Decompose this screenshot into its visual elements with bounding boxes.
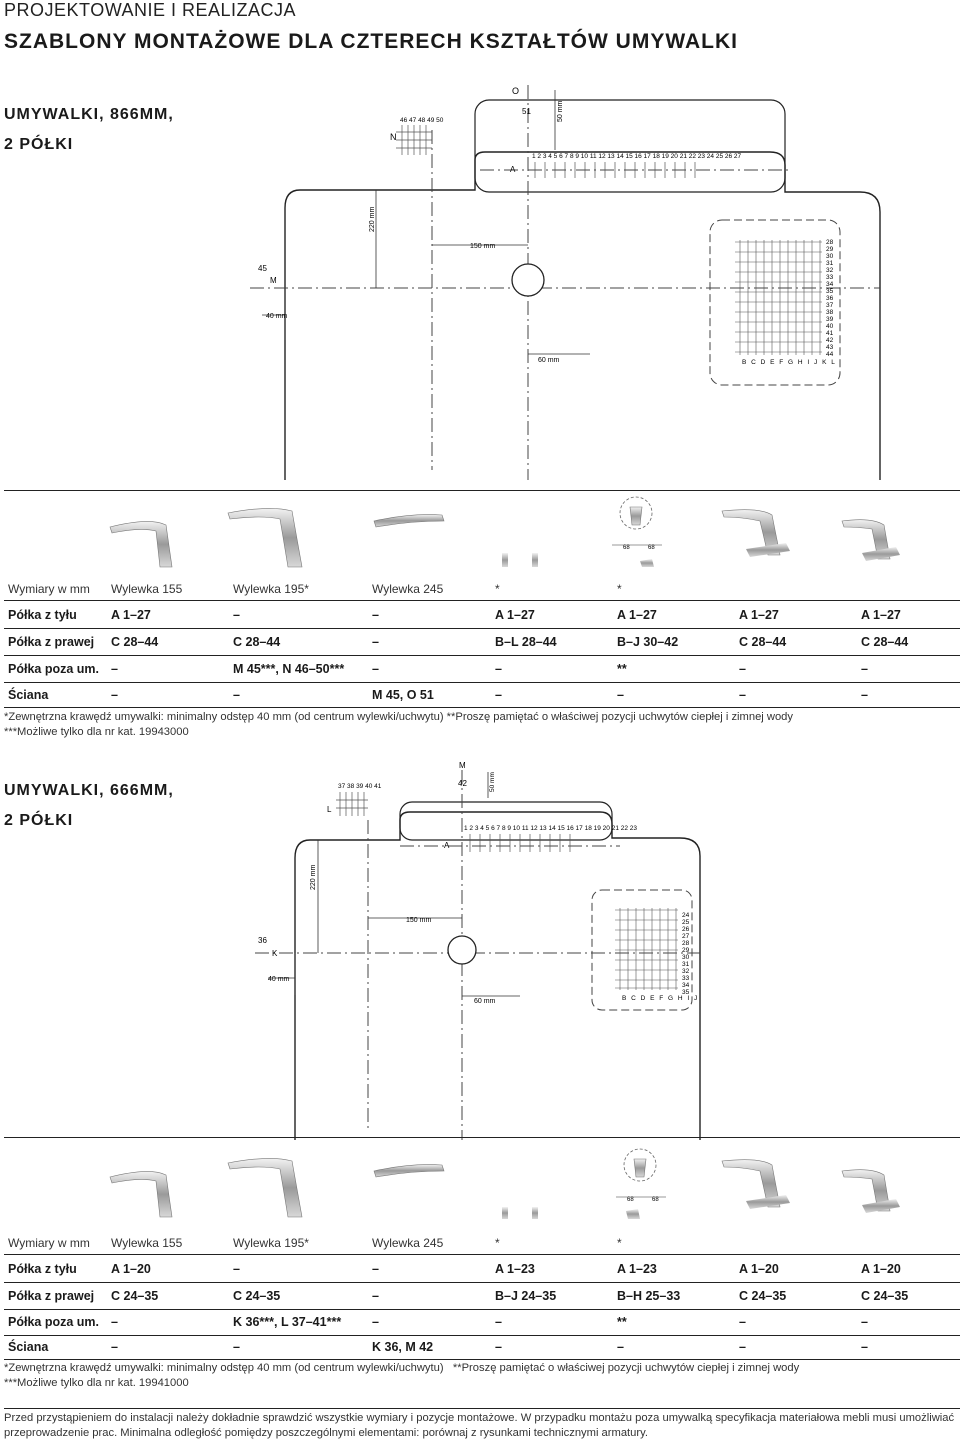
header-wylewka-195: Wylewka 195* xyxy=(233,582,309,596)
svg-text:29: 29 xyxy=(826,246,834,253)
cell: – xyxy=(861,1340,868,1354)
section1-template-drawing xyxy=(0,80,960,490)
cell: – xyxy=(233,688,240,702)
cell: – xyxy=(739,662,746,676)
cell: – xyxy=(861,688,868,702)
label-a: A xyxy=(510,165,516,174)
dim-68-right: 68 xyxy=(648,545,655,551)
basin-outline-top xyxy=(475,152,880,480)
svg-text:41: 41 xyxy=(826,330,834,337)
cell: C 28–44 xyxy=(111,635,159,649)
label-l: L xyxy=(327,805,332,814)
section2-title-line2: 2 PÓŁKI xyxy=(4,812,74,829)
svg-text:33: 33 xyxy=(826,274,834,281)
basin-outline-top xyxy=(400,812,700,1140)
row-label-wall: Ściana xyxy=(8,688,49,702)
right-shelf-grid xyxy=(615,908,678,990)
cell: – xyxy=(372,1262,379,1276)
cell: A 1–20 xyxy=(111,1262,151,1276)
cell: C 24–35 xyxy=(111,1289,159,1303)
faucet-245-icon xyxy=(374,515,444,527)
row-divider xyxy=(4,600,960,601)
cell: C 28–44 xyxy=(233,635,281,649)
row-divider xyxy=(4,1335,960,1336)
svg-text:32: 32 xyxy=(826,267,834,274)
row-divider xyxy=(4,1282,960,1283)
label-60mm: 60 mm xyxy=(474,998,496,1005)
cell: A 1–23 xyxy=(495,1262,535,1276)
svg-text:40: 40 xyxy=(826,323,834,330)
back-shelf-outline xyxy=(400,802,612,840)
cell: – xyxy=(739,1315,746,1329)
right-shelf-grid xyxy=(735,240,822,355)
svg-text:34: 34 xyxy=(826,281,834,288)
cell: C 24–35 xyxy=(861,1289,909,1303)
cell: – xyxy=(861,662,868,676)
svg-text:37: 37 xyxy=(826,302,834,309)
header-star-1: * xyxy=(495,1236,500,1250)
section1-title-line2: 2 PÓŁKI xyxy=(4,136,74,153)
header-wylewka-155: Wylewka 155 xyxy=(111,1236,183,1250)
cell: – xyxy=(617,688,624,702)
cell: – xyxy=(372,1315,379,1329)
cell: – xyxy=(372,635,379,649)
a-numbers: 1 2 3 4 5 6 7 8 9 10 11 12 13 14 15 16 17 18 19 20 21 22 23 xyxy=(464,825,638,832)
label-50mm: 50 mm xyxy=(489,772,496,792)
drain-circle xyxy=(512,264,544,296)
header-wylewka-245: Wylewka 245 xyxy=(372,1236,444,1250)
cell: ** xyxy=(617,1315,627,1329)
svg-text:33: 33 xyxy=(682,975,690,982)
section1-footnote-1: *Zewnętrzna krawędź umywalki: minimalny odstęp 40 mm (od centrum wylewki/uchwytu) **Proszę pamiętać o właściwej pozycji uchwytów ciepłej i zimnej wody xyxy=(4,711,794,723)
cell: C 24–35 xyxy=(739,1289,787,1303)
label-m: M xyxy=(270,276,277,285)
label-a: A xyxy=(444,841,450,850)
svg-text:36: 36 xyxy=(826,295,834,302)
cell: – xyxy=(617,1340,624,1354)
cell: – xyxy=(861,1315,868,1329)
row-label-back-shelf: Półka z tyłu xyxy=(8,1262,77,1276)
n-grid-ticks xyxy=(396,125,432,155)
row-divider xyxy=(4,628,960,629)
section1-title-line1: UMYWALKI, 866MM, xyxy=(4,106,174,123)
row-divider xyxy=(4,707,960,708)
tap-right-icon xyxy=(532,1207,538,1219)
section2-divider xyxy=(4,1137,960,1138)
cell: – xyxy=(739,1340,746,1354)
header-star-2: * xyxy=(617,582,622,596)
label-45: 45 xyxy=(258,264,267,273)
cell: A 1–23 xyxy=(617,1262,657,1276)
row-divider xyxy=(4,655,960,656)
label-220mm: 220 mm xyxy=(310,864,317,890)
dimension-lines xyxy=(268,772,520,996)
label-60mm: 60 mm xyxy=(538,357,560,364)
cell: A 1–20 xyxy=(739,1262,779,1276)
grid-row-numbers xyxy=(826,239,834,358)
cell: – xyxy=(372,662,379,676)
cell: A 1–27 xyxy=(617,608,657,622)
header-dimensions: Wymiary w mm xyxy=(8,1236,90,1250)
svg-text:34: 34 xyxy=(682,982,690,989)
faucet-155-icon xyxy=(110,521,172,567)
header-wylewka-155: Wylewka 155 xyxy=(111,582,183,596)
cell: – xyxy=(111,662,118,676)
row-divider xyxy=(4,1359,960,1360)
label-51: 51 xyxy=(522,107,531,116)
row-label-right-shelf: Półka z prawej xyxy=(8,1289,95,1303)
section1-footnote-2: ***Możliwe tylko dla nr kat. 19943000 xyxy=(4,726,189,738)
cell: A 1–27 xyxy=(861,608,901,622)
svg-text:25: 25 xyxy=(682,919,690,926)
label-50mm: 50 mm xyxy=(557,100,564,122)
dim-68-left: 68 xyxy=(627,1197,634,1203)
header-wylewka-245: Wylewka 245 xyxy=(372,582,444,596)
grid-row-numbers xyxy=(682,912,690,996)
section2-footnote-1: *Zewnętrzna krawędź umywalki: minimalny odstęp 40 mm (od centrum wylewki/uchwytu) **Proszę pamiętać o właściwej pozycji uchwytów ciepłej i zimnej wody xyxy=(4,1362,800,1374)
svg-text:27: 27 xyxy=(682,933,690,940)
tap-left-icon xyxy=(502,1207,508,1219)
label-150mm: 150 mm xyxy=(470,243,496,250)
svg-text:30: 30 xyxy=(682,954,690,961)
row-divider xyxy=(4,682,960,683)
cell: – xyxy=(495,1315,502,1329)
page-title: SZABLONY MONTAŻOWE DLA CZTERECH KSZTAŁTÓW UMYWALKI xyxy=(4,30,738,53)
cell: B–H 25–33 xyxy=(617,1289,681,1303)
faucet-245-icon xyxy=(374,1165,444,1177)
row-divider xyxy=(4,1309,960,1310)
cell: C 28–44 xyxy=(861,635,909,649)
label-n: N xyxy=(390,132,397,142)
cell: – xyxy=(233,608,240,622)
cell: – xyxy=(495,1340,502,1354)
grid-column-letters: B C D E F G H I J K L xyxy=(742,359,837,366)
cell: K 36***, L 37–41*** xyxy=(233,1315,342,1329)
header-star-1: * xyxy=(495,582,500,596)
footer-disclaimer: Przed przystąpieniem do instalacji należy dokładnie sprawdzić wszystkie wymiary i pozycje montażowe. W przypadku montażu poza umywalką specyfikacja materiałowa mebli musi umożliwiać przeprowadzenie prac. Minimalna odległość pomiędzy poszczególnymi elementami: porównaj z rysunkami technicznymi armatury. xyxy=(4,1412,955,1439)
faucet-195-icon xyxy=(228,508,302,567)
svg-text:43: 43 xyxy=(826,344,834,351)
header-wylewka-195: Wylewka 195* xyxy=(233,1236,309,1250)
wall-mixer-handle-icon xyxy=(630,507,642,525)
svg-text:44: 44 xyxy=(826,351,834,358)
label-m: M xyxy=(459,761,466,770)
cell: A 1–20 xyxy=(861,1262,901,1276)
label-o: O xyxy=(512,86,520,96)
cell: K 36, M 42 xyxy=(372,1340,434,1354)
dim-68-right: 68 xyxy=(652,1197,659,1203)
tap-left-icon xyxy=(502,553,508,567)
svg-text:28: 28 xyxy=(682,940,690,947)
a-row-ticks xyxy=(470,834,570,852)
row-label-outside-shelf: Półka poza um. xyxy=(8,1315,99,1329)
tap-right-icon xyxy=(532,553,538,567)
cell: M 45, O 51 xyxy=(372,688,434,702)
label-40mm: 40 mm xyxy=(266,313,288,320)
label-220mm: 220 mm xyxy=(369,206,376,232)
svg-text:31: 31 xyxy=(826,260,834,267)
svg-text:26: 26 xyxy=(682,926,690,933)
section2-faucet-pictograms xyxy=(0,1145,960,1225)
footer-divider xyxy=(4,1408,960,1409)
grid-column-letters: B C D E F G H I J xyxy=(622,995,699,1002)
svg-text:31: 31 xyxy=(682,961,690,968)
faucet-155-icon xyxy=(110,1171,172,1217)
drain-circle xyxy=(448,936,476,964)
row-label-wall: Ściana xyxy=(8,1340,49,1354)
svg-text:38: 38 xyxy=(826,309,834,316)
label-150mm: 150 mm xyxy=(406,917,432,924)
svg-text:42: 42 xyxy=(826,337,834,344)
label-36: 36 xyxy=(258,936,267,945)
header-dimensions: Wymiary w mm xyxy=(8,582,90,596)
cell: – xyxy=(495,662,502,676)
svg-text:24: 24 xyxy=(682,912,690,919)
row-label-outside-shelf: Półka poza um. xyxy=(8,662,99,676)
cell: – xyxy=(111,688,118,702)
section2-template-drawing xyxy=(0,760,960,1140)
svg-text:30: 30 xyxy=(826,253,834,260)
cell: ** xyxy=(617,662,627,676)
cell: C 24–35 xyxy=(233,1289,281,1303)
l-numbers: 37 38 39 40 41 xyxy=(338,783,382,790)
cell: C 28–44 xyxy=(739,635,787,649)
section1-divider xyxy=(4,490,960,491)
wall-spout-icon xyxy=(640,559,654,567)
cell: B–L 28–44 xyxy=(495,635,557,649)
cell: – xyxy=(111,1315,118,1329)
l-grid-ticks xyxy=(336,792,368,816)
svg-text:28: 28 xyxy=(826,239,834,246)
cell: – xyxy=(111,1340,118,1354)
cell: B–J 30–42 xyxy=(617,635,679,649)
cell: – xyxy=(495,688,502,702)
cell: A 1–27 xyxy=(495,608,535,622)
cell: M 45***, N 46–50*** xyxy=(233,662,345,676)
section2-title-line1: UMYWALKI, 666MM, xyxy=(4,782,174,799)
n-numbers: 46 47 48 49 50 xyxy=(400,117,444,124)
dim-68-left: 68 xyxy=(623,545,630,551)
cell: – xyxy=(233,1340,240,1354)
basin-outline-left xyxy=(285,180,475,480)
section1-faucet-pictograms xyxy=(0,495,960,575)
svg-text:32: 32 xyxy=(682,968,690,975)
cell: – xyxy=(372,608,379,622)
faucet-195-icon xyxy=(228,1158,302,1217)
svg-text:39: 39 xyxy=(826,316,834,323)
label-40mm: 40 mm xyxy=(268,976,290,983)
cell: – xyxy=(233,1262,240,1276)
row-label-back-shelf: Półka z tyłu xyxy=(8,608,77,622)
row-divider xyxy=(4,1254,960,1255)
section2-footnote-2: ***Możliwe tylko dla nr kat. 19941000 xyxy=(4,1377,189,1389)
wall-spout-icon xyxy=(626,1209,640,1219)
svg-text:35: 35 xyxy=(682,989,690,996)
svg-text:29: 29 xyxy=(682,947,690,954)
cell: A 1–27 xyxy=(739,608,779,622)
a-numbers: 1 2 3 4 5 6 7 8 9 10 11 12 13 14 15 16 17 18 19 20 21 22 23 24 25 26 27 xyxy=(532,153,742,160)
cell: B–J 24–35 xyxy=(495,1289,557,1303)
cell: – xyxy=(739,688,746,702)
header-star-2: * xyxy=(617,1236,622,1250)
label-42: 42 xyxy=(458,779,467,788)
section-kicker: PROJEKTOWANIE I REALIZACJA xyxy=(4,0,297,20)
svg-text:35: 35 xyxy=(826,288,834,295)
wall-mixer-handle-icon xyxy=(634,1159,646,1177)
cell: – xyxy=(372,1289,379,1303)
cell: A 1–27 xyxy=(111,608,151,622)
label-k: K xyxy=(272,949,278,958)
row-label-right-shelf: Półka z prawej xyxy=(8,635,95,649)
